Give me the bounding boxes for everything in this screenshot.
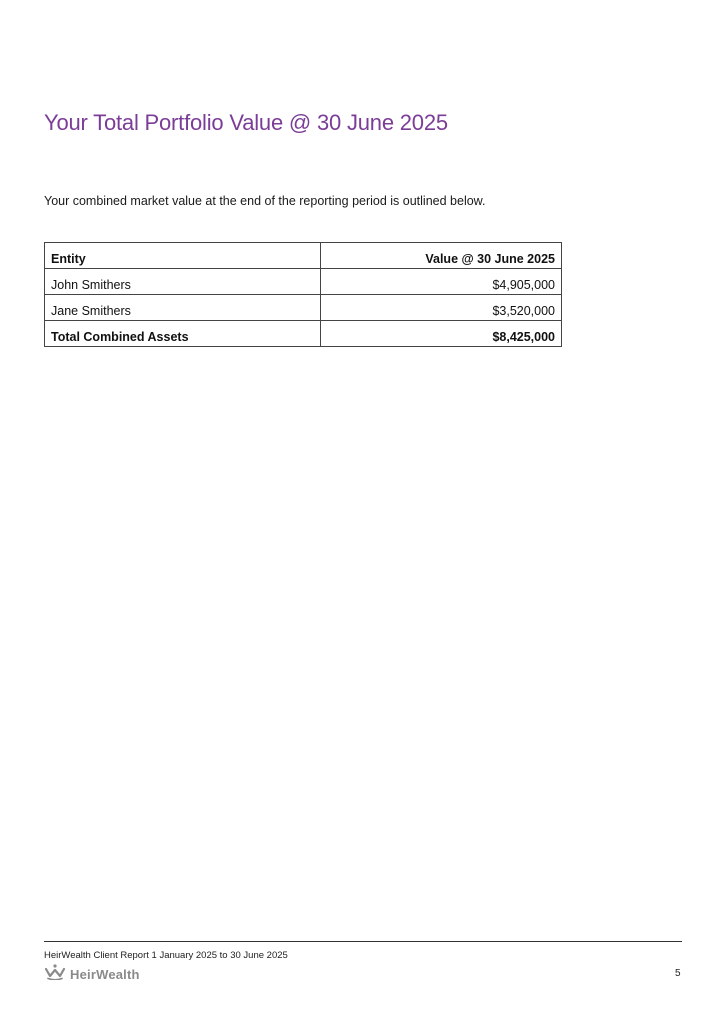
intro-paragraph: Your combined market value at the end of the reporting period is outlined below.	[44, 194, 486, 208]
page-title: Your Total Portfolio Value @ 30 June 2025	[44, 110, 448, 135]
table-total-row	[45, 321, 562, 347]
header-entity: Entity	[45, 243, 321, 269]
portfolio-value-table	[44, 242, 562, 347]
value-cell: $4,905,000	[321, 269, 562, 295]
entity-cell: Jane Smithers	[45, 295, 321, 321]
total-value-cell: $8,425,000	[321, 321, 562, 347]
page-number: 5	[675, 968, 681, 979]
heirwealth-logo	[44, 964, 140, 985]
total-label-cell: Total Combined Assets	[45, 321, 321, 347]
table-row	[45, 295, 562, 321]
entity-cell: John Smithers	[45, 269, 321, 295]
table-header-row	[45, 243, 562, 269]
footer-divider	[44, 941, 682, 942]
heirwealth-crown-icon	[44, 964, 66, 985]
logo-wordmark: HeirWealth	[70, 967, 140, 982]
value-cell: $3,520,000	[321, 295, 562, 321]
table-row	[45, 269, 562, 295]
footer-report-text: HeirWealth Client Report 1 January 2025 to 30 June 2025	[44, 950, 288, 961]
header-value: Value @ 30 June 2025	[321, 243, 562, 269]
